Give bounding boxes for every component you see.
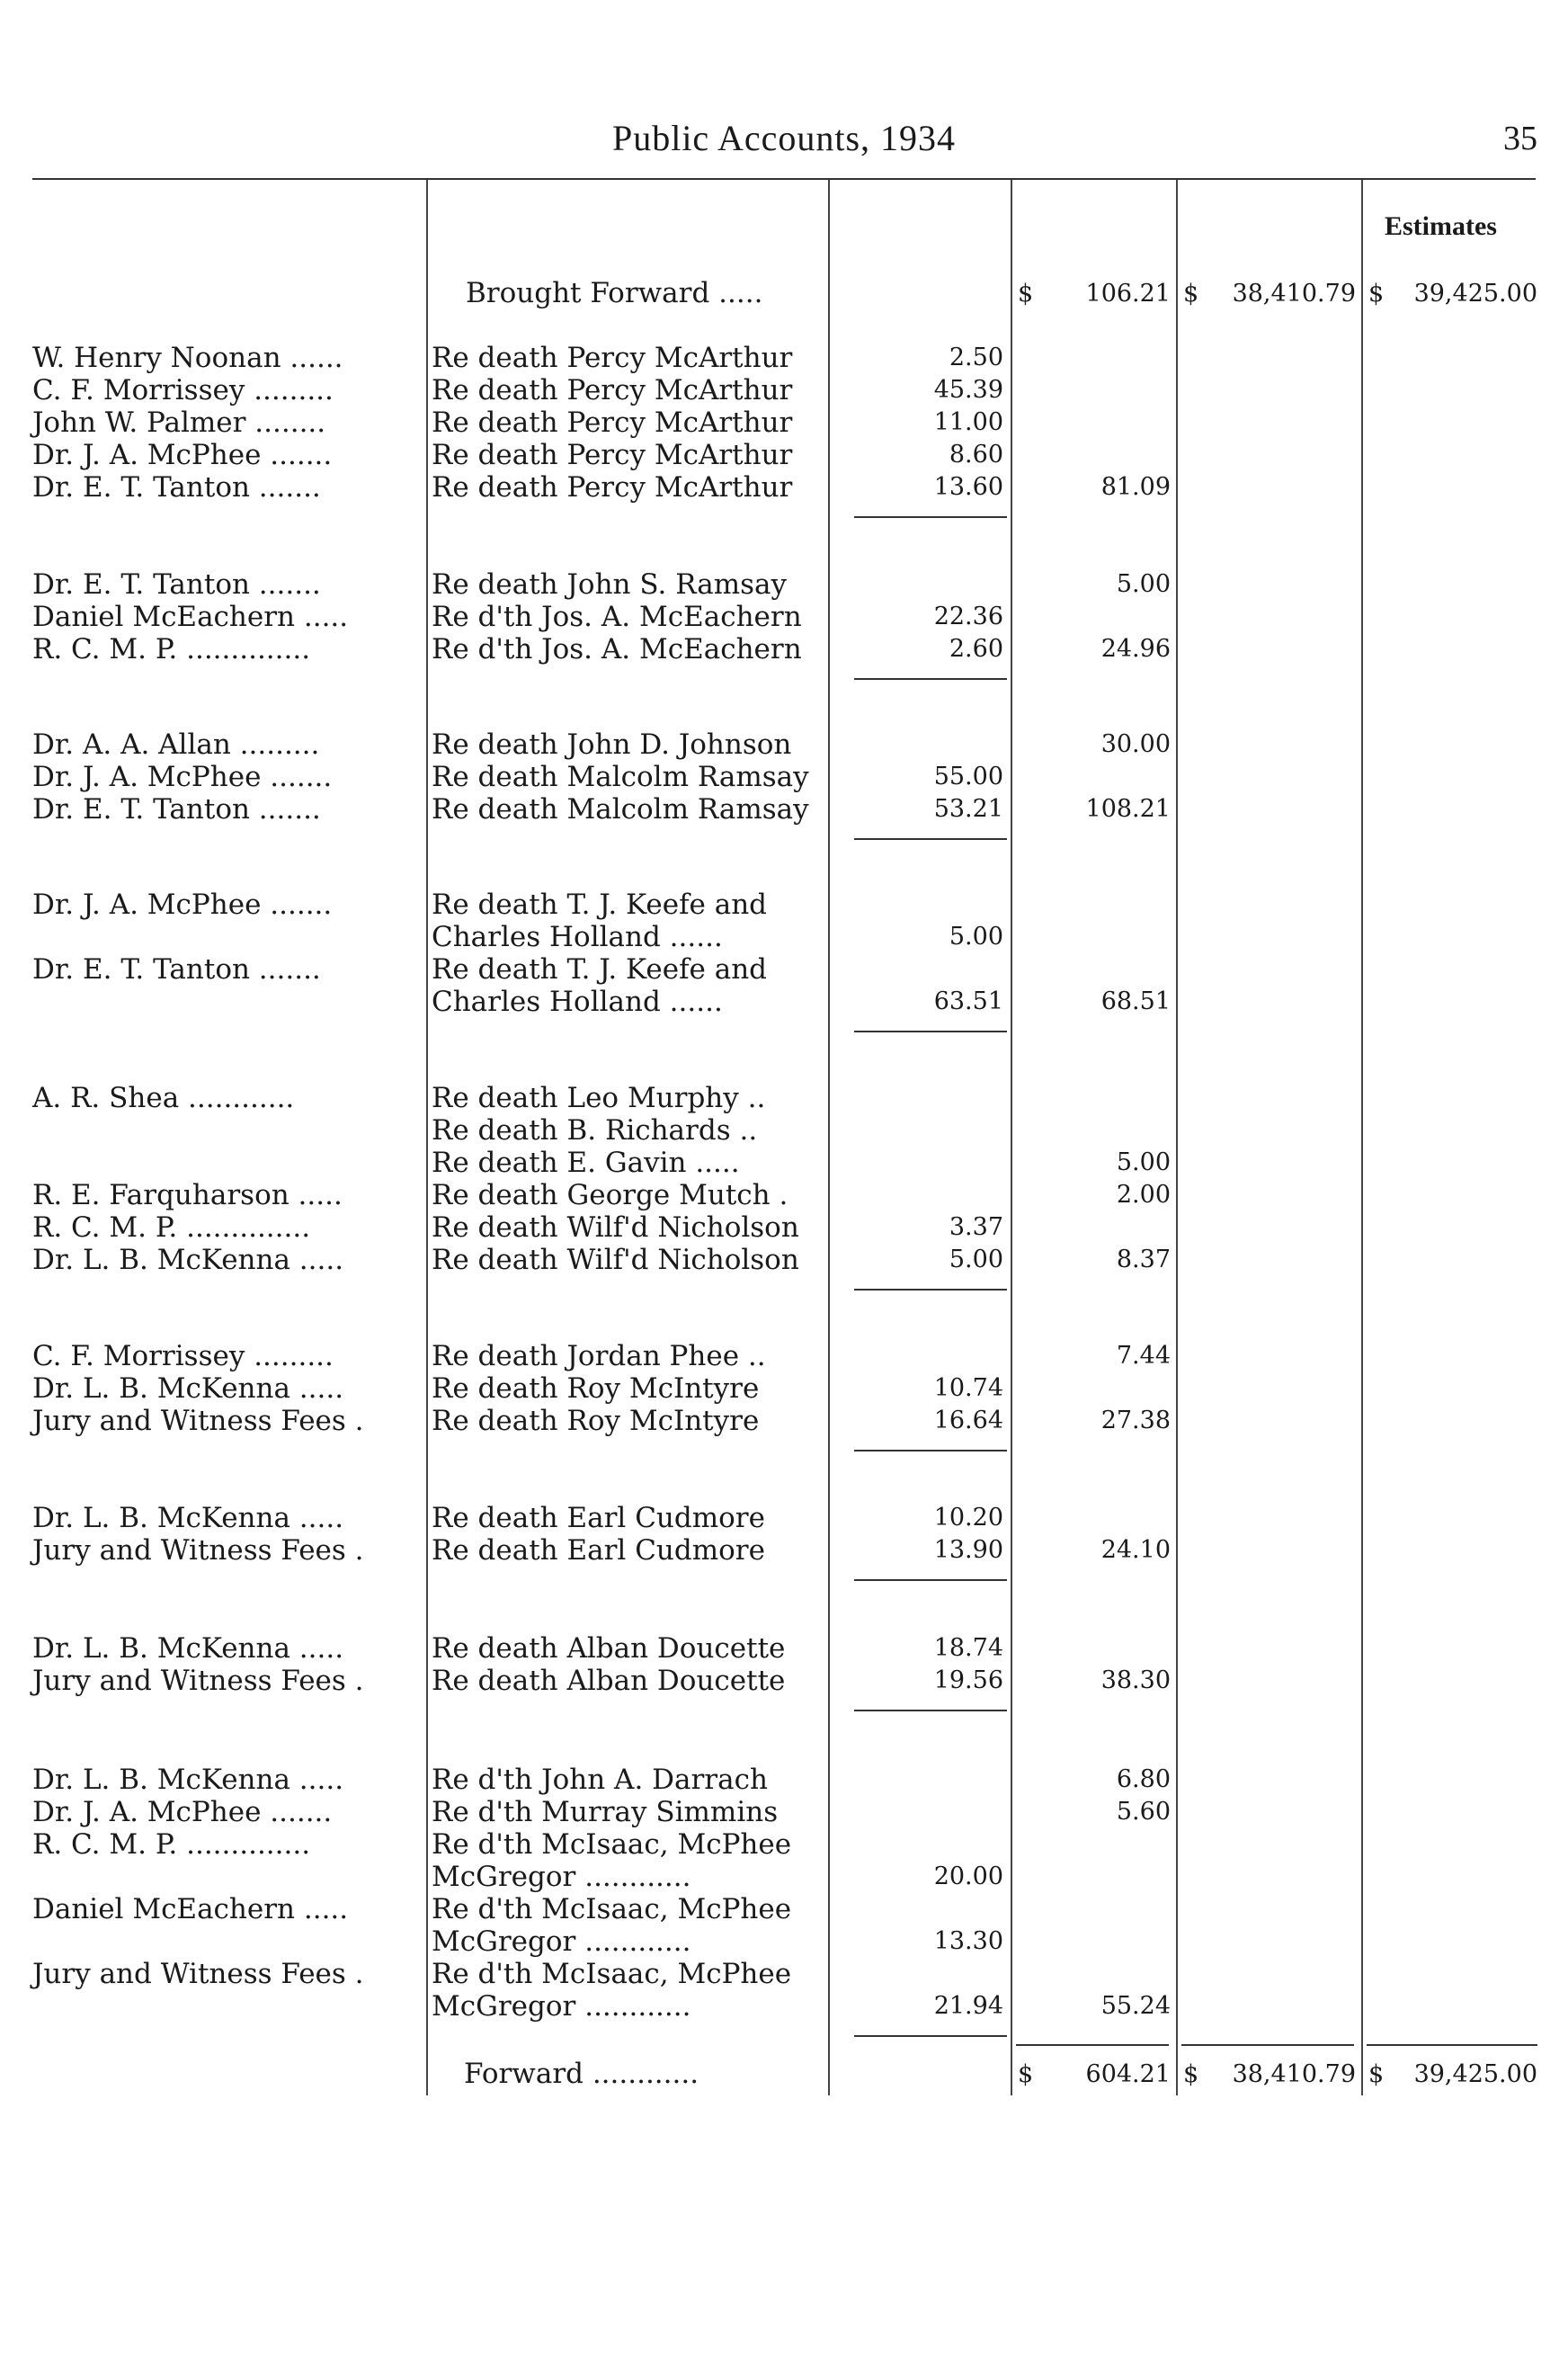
entry-description: Re death Roy McIntyre <box>432 1372 760 1405</box>
dollar-sign: $ <box>1018 280 1034 308</box>
column-rule-amount2 <box>1176 180 1178 2095</box>
entry-description: Re death Percy McArthur <box>432 374 793 406</box>
amount-column-2: 27.38 <box>1100 1407 1171 1434</box>
payee-name: Dr. J. A. McPhee ....... <box>32 1796 333 1828</box>
subtotal-rule <box>854 1450 1007 1451</box>
column-rule-desc <box>828 180 830 2095</box>
dollar-sign: $ <box>1183 2060 1199 2088</box>
payee-name: Jury and Witness Fees . <box>32 1665 364 1697</box>
entry-description: Re death Earl Cudmore <box>432 1502 765 1534</box>
entry-description: Re death T. J. Keefe and <box>432 953 768 986</box>
page-title: Public Accounts, 1934 <box>611 118 957 158</box>
amount-column-2: 5.00 <box>1116 570 1171 598</box>
amount-column-2: 5.60 <box>1116 1798 1171 1826</box>
amount-column-1: 22.36 <box>933 603 1003 630</box>
dollar-sign: $ <box>1018 2060 1034 2088</box>
subtotal-rule <box>854 1579 1007 1581</box>
entry-description: Re death Jordan Phee .. <box>432 1340 766 1372</box>
amount-column-2: 68.51 <box>1100 987 1171 1015</box>
amount-column-1: 5.00 <box>949 923 1003 951</box>
amount-column-2: 2.00 <box>1116 1181 1171 1209</box>
column-rule-amount1 <box>1011 180 1012 2095</box>
payee-name: Dr. J. A. McPhee ....... <box>32 761 333 793</box>
amount-column-2: 24.96 <box>1100 635 1171 663</box>
amount-column-1: 21.94 <box>933 1992 1003 2020</box>
amount-column-1: 2.60 <box>949 635 1003 663</box>
entry-description: McGregor ............ <box>432 1990 691 2023</box>
subtotal-rule <box>854 1710 1007 1711</box>
total-rule <box>1016 2044 1169 2046</box>
amount-column-2: 8.37 <box>1116 1246 1171 1273</box>
entry-description: Re death Percy McArthur <box>432 406 793 439</box>
subtotal-rule <box>854 2035 1007 2037</box>
amount-column-1: 53.21 <box>933 795 1003 823</box>
entry-description: Re death T. J. Keefe and <box>432 889 768 921</box>
entry-description: Re death Alban Doucette <box>432 1665 786 1697</box>
amount-column-2: 81.09 <box>1100 473 1171 501</box>
payee-name: Dr. E. T. Tanton ....... <box>32 793 321 826</box>
forward-label: Forward ............ <box>464 2058 699 2090</box>
payee-name: Dr. E. T. Tanton ....... <box>32 953 321 986</box>
payee-name: Jury and Witness Fees . <box>32 1958 364 1990</box>
entry-description: Re d'th McIsaac, McPhee <box>432 1828 792 1861</box>
column-rule-amount3 <box>1361 180 1363 2095</box>
entry-description: Re death Leo Murphy .. <box>432 1082 766 1114</box>
entry-description: Charles Holland ...... <box>432 986 723 1018</box>
amount-column-1: 3.37 <box>949 1213 1003 1241</box>
entry-description: Re d'th John A. Darrach <box>432 1764 768 1796</box>
payee-name: C. F. Morrissey ......... <box>32 1340 334 1372</box>
subtotal-rule <box>854 1289 1007 1291</box>
payee-name: Jury and Witness Fees . <box>32 1534 364 1567</box>
amount-column-1: 13.30 <box>933 1927 1003 1955</box>
payee-name: Dr. L. B. McKenna ..... <box>32 1764 344 1796</box>
payee-name: W. Henry Noonan ...... <box>32 342 343 374</box>
amount-column-2: 30.00 <box>1100 730 1171 758</box>
subtotal-rule <box>854 516 1007 518</box>
estimates-header: Estimates <box>1385 211 1497 241</box>
header-rule <box>32 178 1536 180</box>
entry-description: Re death Wilf'd Nicholson <box>432 1211 799 1244</box>
payee-name: Dr. E. T. Tanton ....... <box>32 471 321 504</box>
column-rule-payee <box>426 180 428 2095</box>
entry-description: Re death Malcolm Ramsay <box>432 761 809 793</box>
entry-description: Re death Percy McArthur <box>432 471 793 504</box>
dollar-sign: $ <box>1368 280 1385 308</box>
amount-column-1: 63.51 <box>933 987 1003 1015</box>
total-rule <box>1181 2044 1354 2046</box>
amount-column-2: 7.44 <box>1116 1342 1171 1370</box>
payee-name: A. R. Shea ............ <box>32 1082 295 1114</box>
amount-column-1: 5.00 <box>949 1246 1003 1273</box>
dollar-sign: $ <box>1183 280 1199 308</box>
payee-name: Dr. L. B. McKenna ..... <box>32 1632 344 1665</box>
payee-name: Dr. J. A. McPhee ....... <box>32 889 333 921</box>
brought-forward-label: Brought Forward ..... <box>466 277 763 309</box>
entry-description: Re d'th McIsaac, McPhee <box>432 1893 792 1925</box>
amount-column-2: 108.21 <box>1085 795 1171 823</box>
entry-description: Re death Roy McIntyre <box>432 1405 760 1437</box>
payee-name: Dr. L. B. McKenna ..... <box>32 1502 344 1534</box>
amount-column-1: 55.00 <box>933 763 1003 790</box>
entry-description: Re d'th McIsaac, McPhee <box>432 1958 792 1990</box>
payee-name: Dr. A. A. Allan ......... <box>32 728 320 761</box>
subtotal-rule <box>854 1031 1007 1032</box>
amount-column-1: 8.60 <box>949 441 1003 469</box>
amount-column-1: 13.60 <box>933 473 1003 501</box>
amount-column-1: 18.74 <box>933 1634 1003 1662</box>
amount-column-1: 16.64 <box>933 1407 1003 1434</box>
entry-description: Re d'th Jos. A. McEachern <box>432 601 802 633</box>
payee-name: Dr. L. B. McKenna ..... <box>32 1244 344 1276</box>
payee-name: Jury and Witness Fees . <box>32 1405 364 1437</box>
payee-name: R. C. M. P. .............. <box>32 1211 311 1244</box>
payee-name: Dr. L. B. McKenna ..... <box>32 1372 344 1405</box>
payee-name: Dr. E. T. Tanton ....... <box>32 568 321 601</box>
page-number: 35 <box>1503 120 1537 157</box>
entry-description: Re death Earl Cudmore <box>432 1534 765 1567</box>
amount-column-1: 11.00 <box>933 408 1003 436</box>
payee-name: Daniel McEachern ..... <box>32 1893 349 1925</box>
entry-description: Re death Malcolm Ramsay <box>432 793 809 826</box>
amount-column-1: 45.39 <box>933 376 1003 404</box>
payee-name: R. E. Farquharson ..... <box>32 1179 343 1211</box>
amount-column-1: 19.56 <box>933 1666 1003 1694</box>
entry-description: Re d'th Murray Simmins <box>432 1796 779 1828</box>
amount-column-1: 13.90 <box>933 1536 1003 1564</box>
subtotal-rule <box>854 838 1007 840</box>
entry-description: Re death Wilf'd Nicholson <box>432 1244 799 1276</box>
payee-name: Daniel McEachern ..... <box>32 601 349 633</box>
entry-description: McGregor ............ <box>432 1861 691 1893</box>
payee-name: C. F. Morrissey ......... <box>32 374 334 406</box>
entry-description: Re death Alban Doucette <box>432 1632 786 1665</box>
amount-column-2: 55.24 <box>1100 1992 1171 2020</box>
amount-column-1: 10.20 <box>933 1504 1003 1532</box>
payee-name: Dr. J. A. McPhee ....... <box>32 439 333 471</box>
brought-forward-estimates: 39,425.00 <box>1413 280 1537 308</box>
subtotal-rule <box>854 678 1007 680</box>
entry-description: Re death B. Richards .. <box>432 1114 758 1147</box>
forward-amount: 604.21 <box>1085 2060 1171 2088</box>
amount-column-1: 20.00 <box>933 1862 1003 1890</box>
entry-description: Re death John D. Johnson <box>432 728 792 761</box>
entry-description: Charles Holland ...... <box>432 921 723 953</box>
amount-column-2: 38.30 <box>1100 1666 1171 1694</box>
amount-column-2: 6.80 <box>1116 1765 1171 1793</box>
amount-column-1: 10.74 <box>933 1374 1003 1402</box>
brought-forward-amount: 38,410.79 <box>1232 280 1356 308</box>
forward-estimates: 39,425.00 <box>1413 2060 1537 2088</box>
total-rule <box>1367 2044 1537 2046</box>
payee-name: John W. Palmer ........ <box>32 406 326 439</box>
payee-name: R. C. M. P. .............. <box>32 1828 311 1861</box>
amount-column-2: 24.10 <box>1100 1536 1171 1564</box>
entry-description: Re death Percy McArthur <box>432 342 793 374</box>
amount-column-2: 5.00 <box>1116 1148 1171 1176</box>
brought-forward-amount: 106.21 <box>1085 280 1171 308</box>
forward-amount: 38,410.79 <box>1232 2060 1356 2088</box>
entry-description: Re death Percy McArthur <box>432 439 793 471</box>
amount-column-1: 2.50 <box>949 344 1003 371</box>
payee-name: R. C. M. P. .............. <box>32 633 311 665</box>
dollar-sign: $ <box>1368 2060 1385 2088</box>
entry-description: McGregor ............ <box>432 1925 691 1958</box>
entry-description: Re death George Mutch . <box>432 1179 788 1211</box>
entry-description: Re death E. Gavin ..... <box>432 1147 740 1179</box>
entry-description: Re d'th Jos. A. McEachern <box>432 633 802 665</box>
entry-description: Re death John S. Ramsay <box>432 568 788 601</box>
